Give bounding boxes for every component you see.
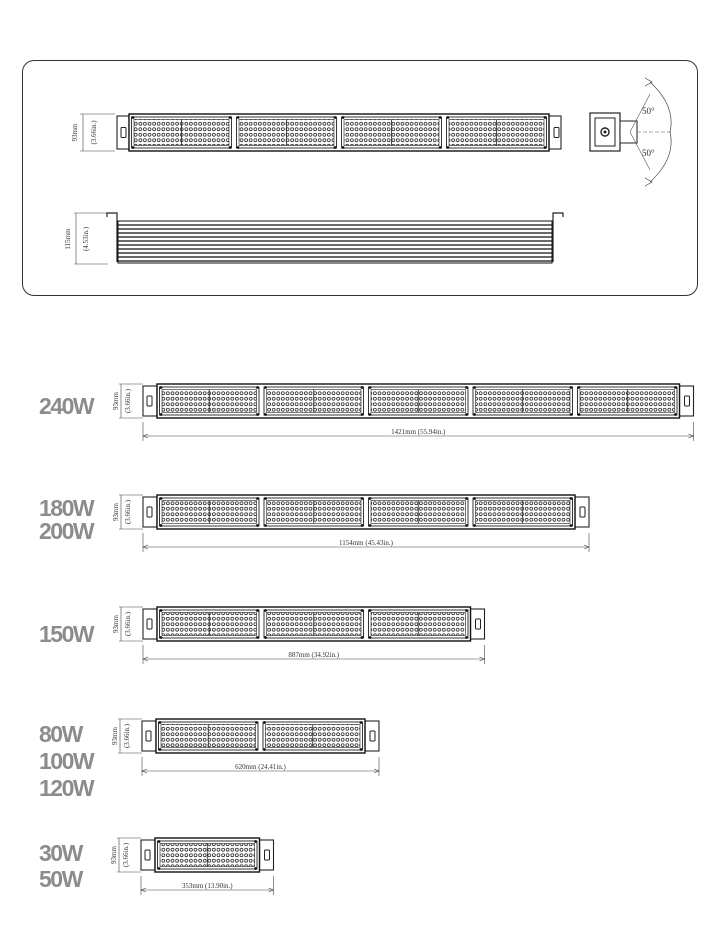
screw [264, 524, 267, 527]
length-dimension [142, 757, 379, 776]
screw [465, 413, 468, 416]
length-dimension [143, 645, 485, 664]
screw [361, 636, 364, 639]
screw [578, 413, 581, 416]
led-module [160, 386, 260, 416]
screw [256, 497, 259, 500]
screw [465, 609, 468, 612]
end-bracket-right [365, 721, 379, 751]
screw [263, 721, 266, 724]
top-view-fixture [117, 114, 561, 151]
screw [159, 721, 162, 724]
screw [544, 116, 547, 119]
led-module [159, 721, 259, 751]
screw [674, 413, 677, 416]
led-module [160, 497, 260, 527]
screw [256, 524, 259, 527]
led-module [369, 497, 469, 527]
side-view-height-in: (4.53in.) [82, 226, 90, 252]
led-module [473, 386, 573, 416]
length-label: 620mm (24.41in.) [235, 763, 286, 771]
model-fixture [143, 495, 589, 529]
wattage-label: 240W [39, 393, 94, 419]
screw [465, 524, 468, 527]
height-dimension [110, 838, 141, 872]
screw [159, 748, 162, 751]
screw [473, 386, 476, 389]
length-dimension [141, 876, 274, 895]
screw [256, 386, 259, 389]
end-view [590, 78, 672, 186]
screw [473, 524, 476, 527]
led-module [264, 609, 364, 639]
screw [229, 146, 232, 149]
wattage-label: 100W [39, 748, 94, 774]
led-module [132, 116, 232, 149]
screw [473, 497, 476, 500]
screw [237, 116, 240, 119]
height-mm-label: 93mm [110, 846, 118, 864]
screw [264, 497, 267, 500]
end-bracket-left [143, 497, 157, 527]
height-in-label: (3.66in.) [124, 388, 132, 414]
wattage-label: 50W [39, 866, 82, 892]
height-mm-label: 93mm [112, 615, 120, 633]
led-module [263, 721, 363, 751]
model-fixture [143, 384, 694, 418]
screw [158, 867, 161, 870]
height-in-label: (3.66in.) [123, 723, 131, 749]
screw [160, 636, 163, 639]
led-module [237, 116, 337, 149]
end-bracket-left [143, 386, 157, 416]
screw [342, 146, 345, 149]
top-view-height-dimension [71, 114, 115, 151]
screw [570, 497, 573, 500]
screw [256, 413, 259, 416]
screw [369, 524, 372, 527]
screw [473, 413, 476, 416]
model-row [39, 384, 694, 441]
height-dimension [112, 495, 143, 529]
screw [255, 721, 258, 724]
top-view-fixture [117, 114, 561, 151]
end-bracket-right [471, 609, 485, 639]
length-dimension [143, 533, 589, 552]
model-list [39, 384, 694, 895]
screw [160, 386, 163, 389]
led-module [158, 840, 258, 870]
model-fixture [141, 838, 274, 872]
screw [361, 413, 364, 416]
screw [132, 116, 135, 119]
height-dimension [112, 607, 143, 641]
screw [255, 748, 258, 751]
top-view-height-mm: 93mm [71, 123, 79, 142]
screw [578, 386, 581, 389]
length-label: 887mm (34.92in.) [288, 651, 340, 659]
led-module [578, 386, 678, 416]
screw [361, 497, 364, 500]
screw [256, 609, 259, 612]
model-row [39, 495, 589, 552]
screw [360, 748, 363, 751]
wattage-label: 180W [39, 495, 94, 521]
screw [360, 721, 363, 724]
screw [361, 609, 364, 612]
model-row [39, 607, 485, 664]
led-module [473, 497, 573, 527]
screw [334, 116, 337, 119]
led-module [369, 386, 469, 416]
screw [334, 146, 337, 149]
model-fixture [142, 719, 379, 753]
led-module [160, 609, 260, 639]
screw [160, 609, 163, 612]
screw [369, 497, 372, 500]
screw [465, 497, 468, 500]
screw [237, 146, 240, 149]
beam-angle-down: 50° [642, 148, 655, 158]
screw [439, 146, 442, 149]
screw [132, 146, 135, 149]
screw [570, 524, 573, 527]
end-bracket-left [142, 721, 156, 751]
end-bracket-right [260, 840, 274, 870]
height-mm-label: 93mm [111, 727, 119, 745]
screw [439, 116, 442, 119]
screw [570, 413, 573, 416]
top-view [71, 78, 672, 186]
screw [361, 524, 364, 527]
screw [264, 413, 267, 416]
wattage-label: 150W [39, 621, 94, 647]
screw [256, 636, 259, 639]
wattage-label: 200W [39, 518, 94, 544]
length-label: 1154mm (45.43in.) [339, 539, 393, 547]
screw [369, 636, 372, 639]
height-dimension [112, 384, 143, 418]
wattage-label: 30W [39, 840, 82, 866]
side-view-fixture [107, 213, 563, 263]
screw [465, 386, 468, 389]
screw [263, 748, 266, 751]
wattage-label: 120W [39, 775, 94, 801]
screw [369, 609, 372, 612]
height-in-label: (3.66in.) [124, 611, 132, 637]
led-module [447, 116, 547, 149]
height-in-label: (3.66in.) [124, 499, 132, 525]
screw [361, 386, 364, 389]
led-module [264, 497, 364, 527]
screw [254, 867, 257, 870]
screw [160, 524, 163, 527]
screw [264, 386, 267, 389]
screw [465, 636, 468, 639]
end-bracket-right [575, 497, 589, 527]
length-dimension [143, 422, 694, 441]
screw [369, 386, 372, 389]
screw [229, 116, 232, 119]
end-bracket-left [143, 609, 157, 639]
model-row [39, 719, 379, 801]
beam-angle-up: 50° [642, 106, 655, 116]
wattage-label: 80W [39, 721, 82, 747]
screw [674, 386, 677, 389]
length-label: 353mm (13.90in.) [181, 882, 233, 890]
screw [160, 497, 163, 500]
screw [570, 386, 573, 389]
screw [369, 413, 372, 416]
model-row [39, 838, 274, 895]
side-view [64, 213, 563, 264]
screw [158, 840, 161, 843]
screw [447, 146, 450, 149]
end-bracket-left [117, 116, 129, 149]
end-bracket-right [680, 386, 694, 416]
screw [447, 116, 450, 119]
height-mm-label: 93mm [112, 503, 120, 521]
height-mm-label: 93mm [112, 392, 120, 410]
top-view-height-in: (3.66in.) [90, 120, 98, 145]
screw [264, 609, 267, 612]
end-bracket-left [141, 840, 155, 870]
screw [342, 116, 345, 119]
side-view-height-mm: 115mm [64, 228, 72, 250]
length-label: 1421mm (55.94in.) [391, 428, 446, 436]
model-fixture [143, 607, 485, 641]
led-module [369, 609, 469, 639]
side-view-height-dimension [64, 213, 108, 264]
led-module [342, 116, 442, 149]
height-in-label: (3.66in.) [122, 842, 130, 868]
screw [160, 413, 163, 416]
screw [544, 146, 547, 149]
height-dimension [111, 719, 142, 753]
screw [254, 840, 257, 843]
screw [264, 636, 267, 639]
led-module [264, 386, 364, 416]
